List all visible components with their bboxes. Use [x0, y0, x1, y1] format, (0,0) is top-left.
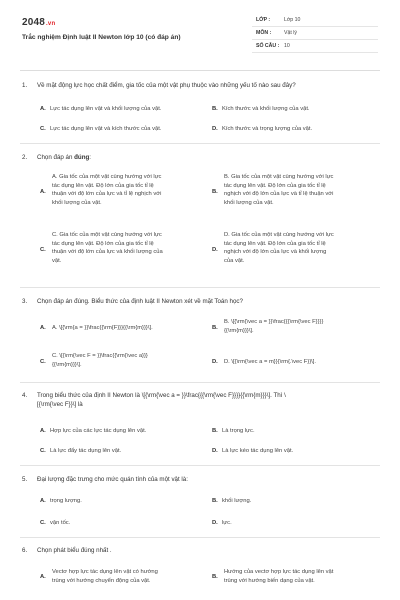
question-text: 3. Chọn đáp án đúng. Biểu thức của định luật II Newton xét về mặt Toán học?: [22, 298, 243, 305]
logo-number: 2048: [22, 17, 46, 28]
question-text: 1. Về mặt động lực học chất điểm, gia tốc của một vật phụ thuộc vào những yếu tố nào sau đây?: [22, 82, 296, 89]
page-title: Trắc nghiệm Định luật II Newton lớp 10 (có đáp án): [22, 34, 181, 41]
question-text: 6. Chọn phát biểu đúng nhất .: [22, 547, 112, 554]
info-row-class: [252, 14, 378, 27]
info-key: SỐ CÂU :: [256, 43, 280, 49]
info-row-count: [252, 40, 378, 53]
header: [0, 0, 400, 68]
question-text: 5. Đại lượng đặc trưng cho mức quán tính của một vật là:: [22, 476, 188, 483]
info-value: Vật lý: [284, 30, 297, 36]
question-separator: [20, 287, 380, 288]
site-logo[interactable]: [22, 17, 55, 28]
option-d[interactable]: D. D. \[{\rm{\vec a = m}}{\rm{.\vec F}}\].: [212, 359, 316, 365]
question-text: 4. Trong biểu thức của định II Newton là \[{\rm{\vec a = }}\frac{{{\rm{\vec F}}}}{{\rm{m}}}\]. Thì \ [{\rm{\vec F}}\] là: [22, 392, 286, 408]
question-separator: [20, 537, 380, 538]
info-value: Lớp 10: [284, 17, 301, 23]
header-divider: [20, 70, 380, 71]
question-text: 2. Chọn đáp án đúng:: [22, 154, 92, 161]
option-a[interactable]: A. A. \[{\rm{a = }}\frac{{\rm{F}}}{{\rm{m}}}\].: [40, 325, 153, 331]
info-value: 10: [284, 43, 290, 49]
question-separator: [20, 465, 380, 466]
option-d[interactable]: D. D. Gia tốc của một vật cùng hướng với lực tác dụng lên vật. Độ lớn của gia tốc tỉ lệ nghịch với độ lớn của lực và khối lượng của vật.: [212, 232, 334, 264]
option-b[interactable]: B. Hướng của vectơ hợp lực tác dụng lên vật trùng với hướng biến dạng của vật.: [212, 569, 334, 584]
option-a[interactable]: A. Vectơ hợp lực tác dụng lên vật có hướng trùng với hướng chuyển động của vật.: [40, 569, 158, 584]
option-a[interactable]: A. A. Gia tốc của một vật cùng hướng với lực tác dụng lên vật. Độ lớn của gia tốc tỉ lệ thuận với độ lớn của lực và tỉ lệ nghịch với khối lượng của vật.: [40, 174, 162, 206]
logo-suffix: .vn: [46, 21, 56, 27]
option-c[interactable]: C. C. Gia tốc của một vật cùng hướng với lực tác dụng lên vật. Độ lớn của gia tốc tỉ lệ thuận với độ lớn của lực và khối lượng của vật.: [40, 232, 163, 264]
option-c[interactable]: C. C. \[{\rm{\vec F = }}\frac{{\rm{\vec a}}} {{\rm{m}}}\].: [40, 353, 148, 368]
option-b[interactable]: B. B. Gia tốc của một vật cùng hướng với lực tác dụng lên vật. Độ lớn của gia tốc tỉ lệ nghịch với độ lớn của lực và tỉ lệ thuận với khối lượng của vật.: [212, 174, 334, 206]
info-table: [252, 14, 378, 53]
info-row-subject: [252, 27, 378, 40]
page: 2048.vn Trắc nghiệm Định luật II Newton lớp 10 (có đáp án) LỚP : Lớp 10 MÔN : Vật lý SỐ CÂU : 10 1. Về mặt động lực học chất điểm, gia tốc của một vật phụ thuộc vào những yếu tố nào sau đây? A. Lực tác dụng lên vật và khối lượng của vật. B. Kích thước và khối lượng của vật. C. Lực tác dụng lên vật và kích thước của vật. D. Kích thước và trọng lượng của vật. 2. Chọn đáp án đúng: A. A. Gia tốc của một vật cùng hướng với lực tác dụng lên vật. Độ lớn của gia tốc tỉ lệ thuận với độ lớn của lực và tỉ lệ nghịch với khối lượng của vật. B. B. Gia tốc của một vật cùng hướng với lực tác dụng lên vật. Độ lớn của gia tốc tỉ lệ nghịch với độ lớn của lực và tỉ lệ thuận với khối lượng của vật. C. C. Gia tốc của một vật cùng hướng với lực tác dụng lên vật. Độ lớn của gia tốc tỉ lệ thuận với độ lớn của lực và khối lượng của vật. D. D. Gia tốc của một vật cùng hướng với lực tác dụng lên vật. Độ lớn của gia tốc tỉ lệ nghịch với độ lớn của lực và khối lượng của vật. 3. Chọn đáp án đúng. Biểu thức của định luật II Newton xét về mặt Toán học? A. A. \[{\rm{a = }}\frac{{\rm{F}}}{{\rm{m}}}\]. B. B. \[{\rm{\vec a = }}\frac{{{\rm{\vec F}}}} {{\rm{m}}}\]. C. C. \[{\rm{\vec F = }}\frac{{\rm{\vec a}}} {{\rm{m}}}\]. D. D. \[{\rm{\vec a = m}}{\rm{.\vec F}}\]. 4. Trong biểu thức của định II Newton là \[{\rm{\vec a = }}\frac{{{\rm{\vec F}}}}{{\rm{m}}}\]. Thì \ [{\rm{\vec F}}\] là A. Hợp lực của các lực tác dụng lên vật. B. Là trọng lực. C. Là lực đẩy tác dụng lên vật. D. Là lực kéo tác dụng lên vật. 5. Đại lượng đặc trưng cho mức quán tính của một vật là: A. trọng lượng. B. khối lượng. C. vận tốc. D. lực. 6. Chọn phát biểu đúng nhất . A. Vectơ hợp lực tác dụng lên vật có hướng trùng với hướng chuyển động của vật. B. Hướng của vectơ hợp lực tác dụng lên vật trùng với hướng biến dạng của vật.: [0, 0, 400, 600]
question-separator: [20, 382, 380, 383]
info-key: LỚP :: [256, 17, 271, 23]
info-key: MÔN :: [256, 30, 272, 36]
question-separator: [20, 143, 380, 144]
option-b[interactable]: B. B. \[{\rm{\vec a = }}\frac{{{\rm{\vec F}}}} {{\rm{m}}}\].: [212, 319, 324, 334]
